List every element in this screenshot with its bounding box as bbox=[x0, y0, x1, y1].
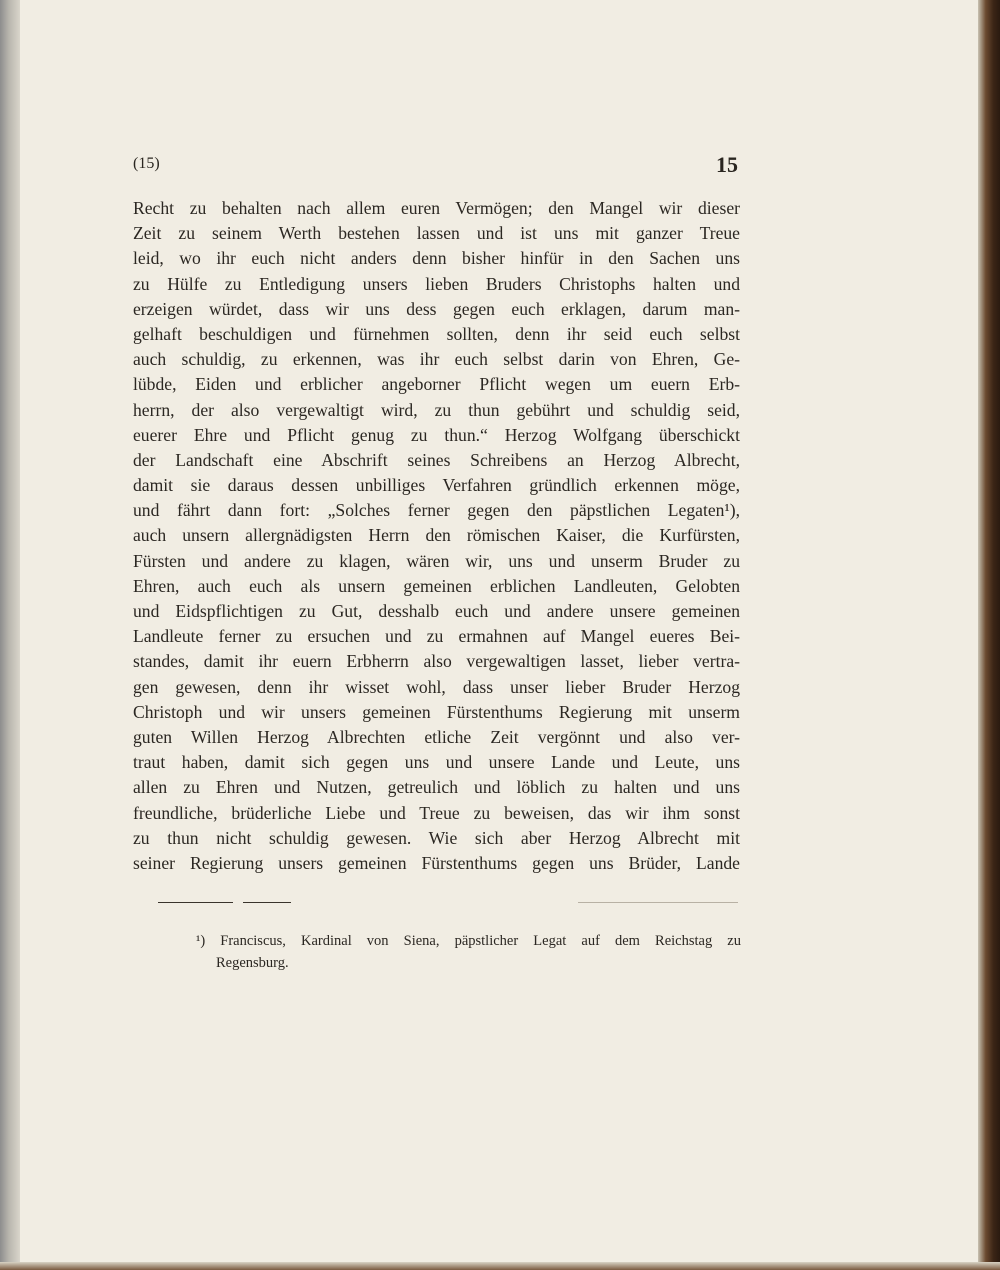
footnote-rule-segment bbox=[243, 902, 291, 903]
text-line: lübde, Eiden und erblicher angeborner Pflicht wegen um euern Erb- bbox=[133, 374, 740, 395]
page-number: 15 bbox=[716, 152, 738, 177]
text-line: Ehren, auch euch als unsern gemeinen erblichen Landleuten, Gelobten bbox=[133, 575, 740, 596]
text-line: zu Hülfe zu Entledigung unsers lieben Bruders Christophs halten und bbox=[133, 273, 740, 294]
text-line: guten Willen Herzog Albrechten etliche Zeit vergönnt und also ver- bbox=[133, 726, 740, 747]
text-line: herrn, der also vergewaltigt wird, zu thun gebührt und schuldig seid, bbox=[133, 399, 740, 420]
text-line: Christoph und wir unsers gemeinen Fürstenthums Regierung mit unserm bbox=[133, 701, 740, 722]
text-line: allen zu Ehren und Nutzen, getreulich und löblich zu halten und uns bbox=[133, 777, 740, 798]
text-line: Landleute ferner zu ersuchen und zu ermahnen auf Mangel eueres Bei- bbox=[133, 626, 740, 647]
text-line: euerer Ehre und Pflicht genug zu thun.“ Herzog Wolfgang überschickt bbox=[133, 424, 740, 445]
show-through-rule bbox=[578, 902, 738, 903]
text-line: der Landschaft eine Abschrift seines Schreibens an Herzog Albrecht, bbox=[133, 449, 740, 470]
text-line: Zeit zu seinem Werth bestehen lassen und ist uns mit ganzer Treue bbox=[133, 223, 740, 244]
footnote-line: ¹) Franciscus, Kardinal von Siena, päpstlicher Legat auf dem Reichstag zu bbox=[196, 933, 741, 949]
text-line: damit sie daraus dessen unbilliges Verfahren gründlich erkennen möge, bbox=[133, 475, 740, 496]
text-line: gen gewesen, denn ihr wisset wohl, dass unser lieber Bruder Herzog bbox=[133, 676, 740, 697]
main-text bbox=[133, 196, 740, 876]
text-line: leid, wo ihr euch nicht anders denn bisher hinfür in den Sachen uns bbox=[133, 248, 740, 269]
text-line: auch unsern allergnädigsten Herrn den römischen Kaiser, die Kurfürsten, bbox=[133, 525, 740, 546]
footnote-rule bbox=[158, 902, 233, 903]
text-line: traut haben, damit sich gegen uns und unsere Lande und Leute, uns bbox=[133, 752, 740, 773]
book-gutter bbox=[0, 0, 20, 1270]
signature-mark: (15) bbox=[133, 155, 160, 172]
footnote bbox=[196, 930, 741, 974]
text-line: standes, damit ihr euern Erbherrn also vergewaltigen lasset, lieber vertra- bbox=[133, 651, 740, 672]
text-line: Fürsten und andere zu klagen, wären wir, uns und unserm Bruder zu bbox=[133, 550, 740, 571]
text-line: Recht zu behalten nach allem euren Vermögen; den Mangel wir dieser bbox=[133, 198, 740, 218]
text-line: zu thun nicht schuldig gewesen. Wie sich aber Herzog Albrecht mit bbox=[133, 827, 740, 848]
text-line: seiner Regierung unsers gemeinen Fürstenthums gegen uns Brüder, Lande bbox=[133, 852, 740, 873]
text-line: auch schuldig, zu erkennen, was ihr euch selbst darin von Ehren, Ge- bbox=[133, 349, 740, 370]
text-line: und Eidspflichtigen zu Gut, desshalb euch und andere unsere gemeinen bbox=[133, 601, 740, 621]
text-line: gelhaft beschuldigen und fürnehmen sollten, denn ihr seid euch selbst bbox=[133, 323, 740, 344]
page-bottom-edge bbox=[0, 1262, 1000, 1270]
text-line: erzeigen würdet, dass wir uns dess gegen euch erklagen, darum man- bbox=[133, 298, 740, 319]
page-edge bbox=[978, 0, 1000, 1270]
running-header bbox=[133, 152, 738, 179]
text-line: und fährt dann fort: „Solches ferner gegen den päpstlichen Legaten¹), bbox=[133, 500, 740, 521]
footnote-line: Regensburg. bbox=[216, 955, 289, 971]
text-line: freundliche, brüderliche Liebe und Treue zu beweisen, das wir ihm sonst bbox=[133, 802, 740, 823]
